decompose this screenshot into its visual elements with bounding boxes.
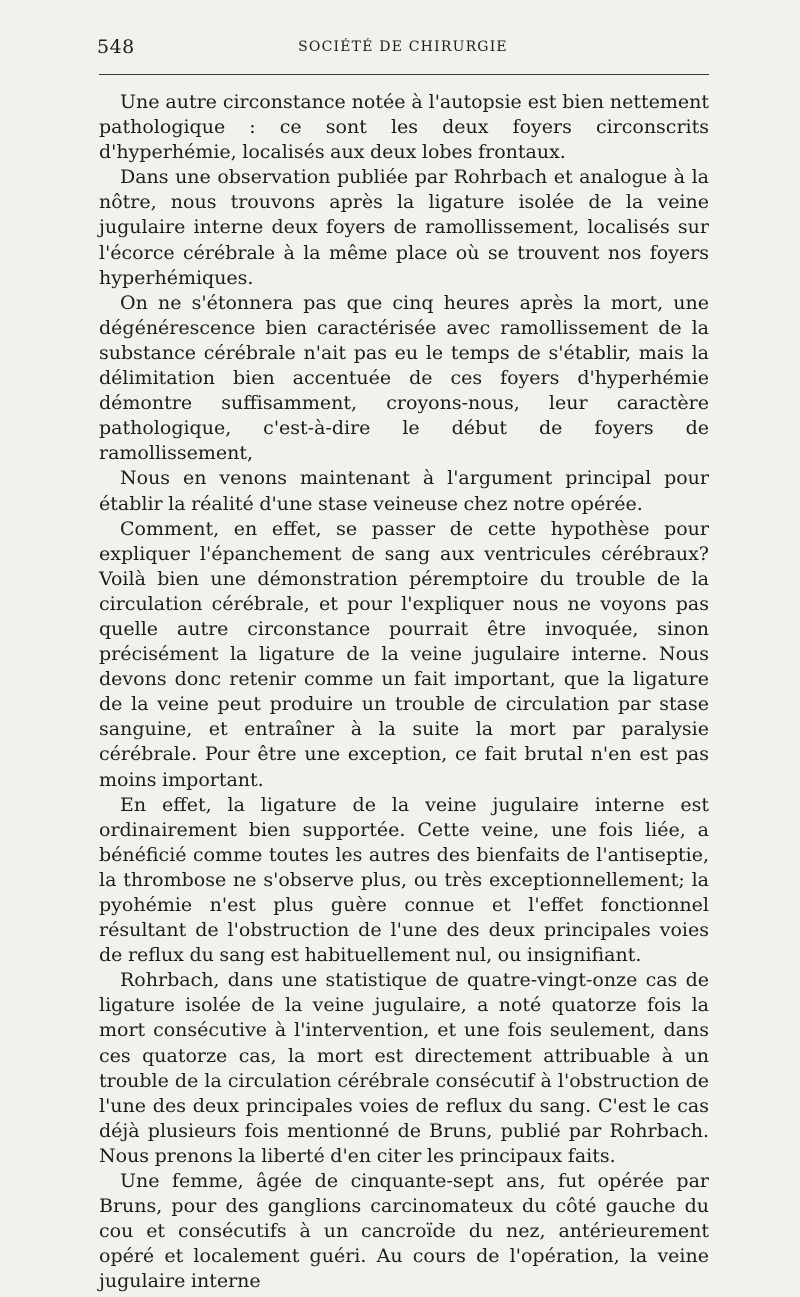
paragraph: Comment, en effet, se passer de cette hypothèse pour expliquer l'épanchement de sang aux ventricules cérébraux? Voilà bien une démonstration péremptoire du trouble de la circulation cérébrale, et pour l'expliquer nous ne voyons pas quelle autre circonstance pourrait être invoquée, sinon précisément la ligature de la veine jugulaire interne. Nous devons donc retenir comme un fait important, que la ligature de la veine peut produire un trouble de circulation par stase sanguine, et entraîner à la suite la mort par paralysie cérébrale. Pour être une exception, ce fait brutal n'en est pas moins important. xyxy=(99,517,709,791)
paragraph: Dans une observation publiée par Rohrbach et analogue à la nôtre, nous trouvons après la ligature isolée de la veine jugulaire interne deux foyers de ramollissement, localisés sur l'écorce cérébrale à la même place où se trouvent nos foyers hyperhémiques. xyxy=(99,166,709,289)
book-page xyxy=(97,30,709,1293)
paragraph: Rohrbach, dans une statistique de quatre-vingt-onze cas de ligature isolée de la veine jugulaire, a noté quatorze fois la mort consécutive à l'intervention, et une fois seulement, dans ces quatorze cas, la mort est directement attribuable à un trouble de la circulation cérébrale consécutif à l'obstruction de l'une des deux principales voies de reflux du sang. C'est le cas déjà plusieurs fois mentionné de Bruns, publié par Rohrbach. Nous prenons la liberté d'en citer les principaux faits. xyxy=(99,969,709,1167)
body-text xyxy=(99,90,709,1295)
header-rule xyxy=(99,74,709,75)
paragraph: Une femme, âgée de cinquante-sept ans, fut opérée par Bruns, pour des ganglions carcinomateux du côté gauche du cou et consécutifs à un cancroïde du nez, antérieurement opéré et localement guéri. Au cours de l'opération, la veine jugulaire interne xyxy=(99,1170,709,1293)
running-title: SOCIÉTÉ DE CHIRURGIE xyxy=(298,39,508,55)
paragraph: Nous en venons maintenant à l'argument principal pour établir la réalité d'une stase veineuse chez notre opérée. xyxy=(99,467,709,515)
page-number: 548 xyxy=(97,36,135,58)
paragraph: On ne s'étonnera pas que cinq heures après la mort, une dégénérescence bien caractérisée avec ramollissement de la substance cérébrale n'ait pas eu le temps de s'établir, mais la délimitation bien accentuée de ces foyers d'hyperhémie démontre suffisamment, croyons-nous, leur caractère pathologique, c'est-à-dire le début de foyers de ramollissement, xyxy=(99,291,709,465)
page-header xyxy=(97,30,709,70)
paragraph: En effet, la ligature de la veine jugulaire interne est ordinairement bien supportée. Cette veine, une fois liée, a bénéficié comme toutes les autres des bienfaits de l'antiseptie, la thrombose ne s'observe plus, ou très exceptionnellement; la pyohémie n'est plus guère connue et l'effet fonctionnel résultant de l'obstruction de l'une des deux principales voies de reflux du sang est habituellement nul, ou insignifiant. xyxy=(99,793,709,967)
paragraph: Une autre circonstance notée à l'autopsie est bien nettement pathologique : ce sont les deux foyers circonscrits d'hyperhémie, localisés aux deux lobes frontaux. xyxy=(99,91,709,164)
